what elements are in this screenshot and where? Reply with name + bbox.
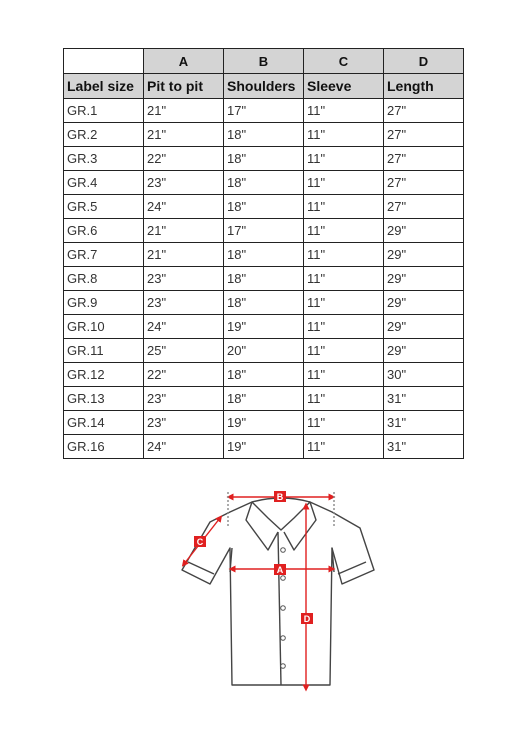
measurement-cell: 23": [144, 267, 224, 291]
label-size-cell: GR.5: [64, 195, 144, 219]
letter-header-a: A: [144, 49, 224, 74]
measurement-cell: 31": [384, 387, 464, 411]
measurement-cell: 27": [384, 123, 464, 147]
measurement-cell: 18": [224, 171, 304, 195]
measurement-letter-row: [64, 49, 464, 74]
table-row: [64, 387, 464, 411]
letter-header-d: D: [384, 49, 464, 74]
label-size-cell: GR.2: [64, 123, 144, 147]
measurement-cell: 24": [144, 435, 224, 459]
measurement-cell: 18": [224, 363, 304, 387]
label-size-cell: GR.13: [64, 387, 144, 411]
measurement-cell: 18": [224, 291, 304, 315]
column-header-label-size: Label size: [64, 74, 144, 99]
column-header-row: [64, 74, 464, 99]
table-row: [64, 195, 464, 219]
column-header-pit-to-pit: Pit to pit: [144, 74, 224, 99]
measurement-cell: 11": [304, 363, 384, 387]
label-size-cell: GR.4: [64, 171, 144, 195]
measurement-cell: 24": [144, 195, 224, 219]
badge-b-label: B: [276, 492, 284, 502]
table-row: [64, 123, 464, 147]
table-row: [64, 267, 464, 291]
measurement-cell: 11": [304, 411, 384, 435]
measurement-cell: 22": [144, 363, 224, 387]
measurement-cell: 21": [144, 99, 224, 123]
table-row: [64, 411, 464, 435]
measurement-cell: 29": [384, 219, 464, 243]
size-table-body: [64, 99, 464, 459]
badge-a-label: A: [276, 565, 284, 575]
measurement-cell: 29": [384, 267, 464, 291]
table-row: [64, 435, 464, 459]
measurement-cell: 11": [304, 291, 384, 315]
measurement-cell: 21": [144, 219, 224, 243]
measurement-cell: 19": [224, 435, 304, 459]
measurement-cell: 23": [144, 291, 224, 315]
label-size-cell: GR.1: [64, 99, 144, 123]
measurement-cell: 18": [224, 195, 304, 219]
measurement-cell: 18": [224, 387, 304, 411]
column-header-shoulders: Shoulders: [224, 74, 304, 99]
badge-c-label: C: [196, 537, 204, 547]
measurement-cell: 31": [384, 411, 464, 435]
measurement-cell: 25": [144, 339, 224, 363]
table-row: [64, 291, 464, 315]
measurement-cell: 22": [144, 147, 224, 171]
label-size-cell: GR.12: [64, 363, 144, 387]
letter-header-blank: [64, 49, 144, 74]
measurement-cell: 20": [224, 339, 304, 363]
measurement-cell: 18": [224, 267, 304, 291]
measurement-cell: 27": [384, 99, 464, 123]
measurement-cell: 23": [144, 411, 224, 435]
measurement-cell: 29": [384, 315, 464, 339]
measurement-cell: 18": [224, 123, 304, 147]
label-size-cell: GR.14: [64, 411, 144, 435]
label-size-cell: GR.11: [64, 339, 144, 363]
table-row: [64, 363, 464, 387]
measurement-cell: 11": [304, 123, 384, 147]
measurement-cell: 18": [224, 147, 304, 171]
measurement-cell: 18": [224, 243, 304, 267]
measurement-cell: 17": [224, 219, 304, 243]
table-row: [64, 315, 464, 339]
measurement-cell: 27": [384, 195, 464, 219]
label-size-cell: GR.16: [64, 435, 144, 459]
letter-header-b: B: [224, 49, 304, 74]
measurement-cell: 11": [304, 171, 384, 195]
measurement-cell: 11": [304, 387, 384, 411]
measurement-cell: 19": [224, 411, 304, 435]
table-row: [64, 339, 464, 363]
measurement-cell: 21": [144, 243, 224, 267]
measurement-cell: 11": [304, 99, 384, 123]
column-header-length: Length: [384, 74, 464, 99]
shirt-outline-icon: [182, 498, 374, 685]
measurement-cell: 27": [384, 147, 464, 171]
column-header-sleeve: Sleeve: [304, 74, 384, 99]
table-row: [64, 99, 464, 123]
table-row: [64, 243, 464, 267]
measurement-cell: 24": [144, 315, 224, 339]
measurement-cell: 17": [224, 99, 304, 123]
badge-d-label: D: [303, 614, 311, 624]
label-size-cell: GR.3: [64, 147, 144, 171]
measurement-cell: 21": [144, 123, 224, 147]
table-row: [64, 171, 464, 195]
measurement-cell: 31": [384, 435, 464, 459]
measurement-cell: 27": [384, 171, 464, 195]
letter-header-c: C: [304, 49, 384, 74]
table-row: [64, 147, 464, 171]
measurement-cell: 23": [144, 171, 224, 195]
measurement-cell: 23": [144, 387, 224, 411]
label-size-cell: GR.9: [64, 291, 144, 315]
measurement-cell: 11": [304, 243, 384, 267]
label-size-cell: GR.7: [64, 243, 144, 267]
measurement-cell: 11": [304, 315, 384, 339]
measurement-cell: 11": [304, 339, 384, 363]
measurement-cell: 29": [384, 339, 464, 363]
measurement-cell: 19": [224, 315, 304, 339]
measurement-cell: 29": [384, 243, 464, 267]
label-size-cell: GR.8: [64, 267, 144, 291]
measurement-cell: 11": [304, 147, 384, 171]
size-chart-table: [63, 48, 464, 459]
measurement-cell: 11": [304, 219, 384, 243]
label-size-cell: GR.6: [64, 219, 144, 243]
measurement-cell: 11": [304, 435, 384, 459]
measurement-cell: 30": [384, 363, 464, 387]
table-row: [64, 219, 464, 243]
shirt-measurement-diagram: [170, 480, 380, 695]
measurement-cell: 29": [384, 291, 464, 315]
label-size-cell: GR.10: [64, 315, 144, 339]
measurement-cell: 11": [304, 267, 384, 291]
measurement-cell: 11": [304, 195, 384, 219]
